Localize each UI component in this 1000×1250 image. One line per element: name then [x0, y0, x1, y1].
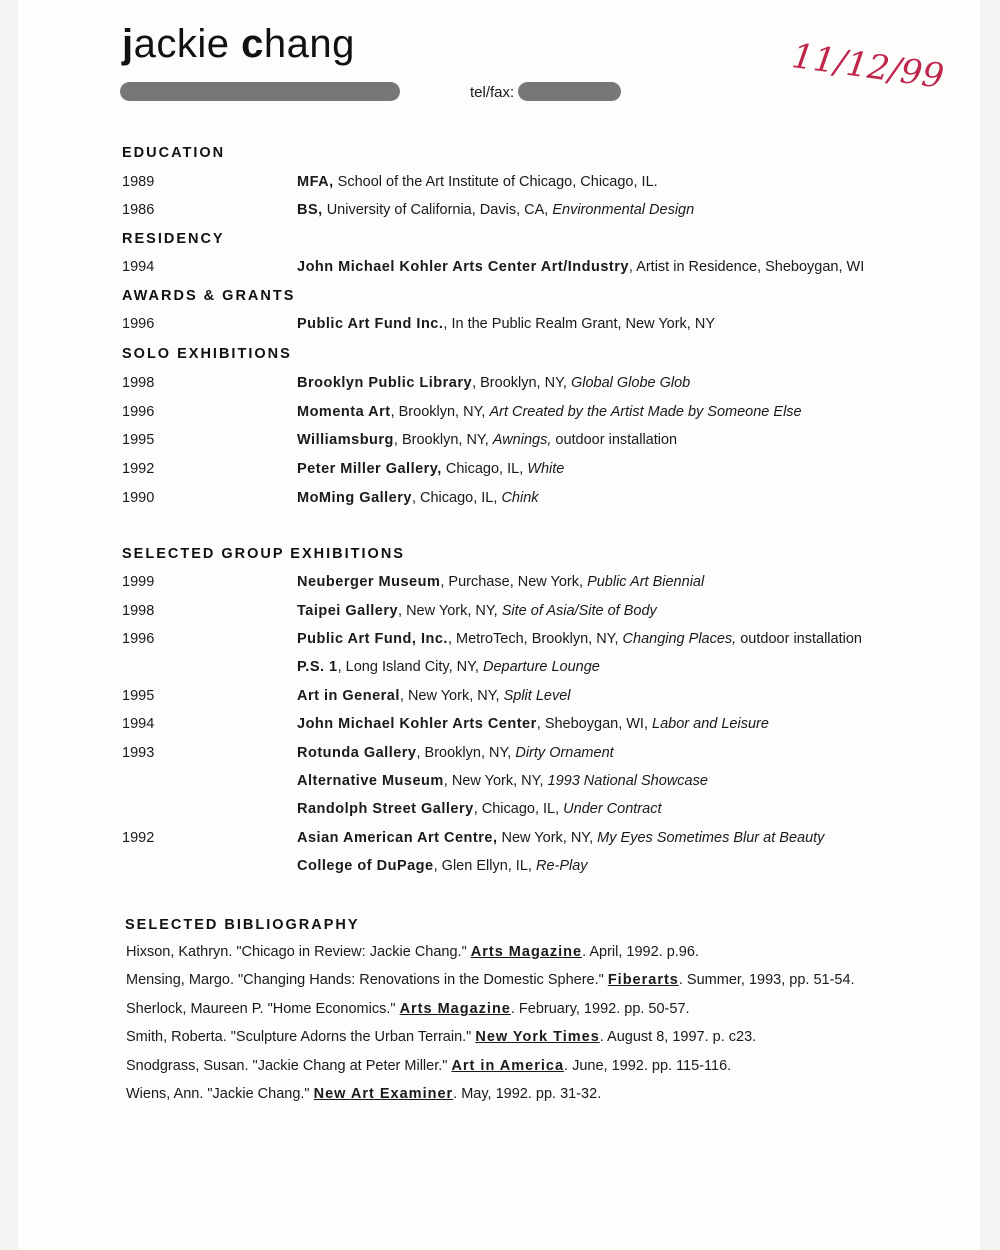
entry-venue: Brooklyn Public Library [297, 375, 473, 391]
entry-details: University of California, Davis, CA, [322, 202, 553, 218]
entry-year: 1993 [122, 745, 155, 761]
entry-venue: P.S. 1 [297, 659, 338, 675]
bib-citation: . June, 1992. pp. 115-116. [564, 1058, 732, 1074]
section-title-solo: SOLO EXHIBITIONS [122, 346, 292, 362]
section-title-education: EDUCATION [122, 145, 226, 161]
entry-details: New York, NY, [497, 830, 598, 846]
entry-details: , Brooklyn, NY, [416, 745, 516, 761]
entry-venue: BS, [297, 202, 323, 218]
name-first-initial: j [122, 22, 134, 66]
bibliography-entry [126, 1029, 756, 1045]
entry-title: Chink [501, 490, 539, 506]
entry-year: 1992 [122, 830, 155, 846]
entry-year: 1996 [122, 631, 155, 647]
entry-venue: Taipei Gallery [297, 603, 399, 619]
bib-publication: New York Times [475, 1029, 600, 1045]
entry-text [297, 259, 864, 275]
entry-year: 1994 [122, 259, 155, 275]
entry-year: 1992 [122, 461, 155, 477]
entry-venue: Peter Miller Gallery, [297, 461, 442, 477]
entry-details: Chicago, IL, [441, 461, 528, 477]
section-title-group: SELECTED GROUP EXHIBITIONS [122, 546, 405, 562]
section-title-residency: RESIDENCY [122, 231, 225, 247]
entry-details: , Glen Ellyn, IL, [433, 858, 536, 874]
entry-venue: Momenta Art [297, 404, 391, 420]
bib-author-title: Snodgrass, Susan. "Jackie Chang at Peter Miller." [126, 1058, 452, 1074]
entry-details: , MetroTech, Brooklyn, NY, [447, 631, 623, 647]
entry-year: 1996 [122, 404, 155, 420]
entry-year: 1998 [122, 375, 155, 391]
name-last-rest: hang [263, 22, 355, 66]
entry-details: , Sheboygan, WI, [536, 716, 653, 732]
entry-text [297, 574, 704, 590]
entry-text [297, 659, 600, 675]
entry-year: 1999 [122, 574, 155, 590]
entry-venue: College of DuPage [297, 858, 434, 874]
entry-details: , Brooklyn, NY, [472, 375, 571, 391]
name-last-initial: c [241, 22, 264, 66]
entry-title: Global Globe Glob [570, 375, 691, 391]
entry-year: 1996 [122, 316, 155, 332]
bib-author-title: Smith, Roberta. "Sculpture Adorns the Urban Terrain." [126, 1029, 476, 1045]
entry-title: Art Created by the Artist Made by Someone Else [489, 404, 802, 420]
tel-fax-label: tel/fax: [470, 84, 515, 101]
entry-details: , Brooklyn, NY, [390, 404, 490, 420]
entry-details: , New York, NY, [443, 773, 548, 789]
entry-details: , New York, NY, [398, 603, 502, 619]
entry-title: 1993 National Showcase [547, 773, 708, 789]
section-title-awards: AWARDS & GRANTS [122, 288, 296, 304]
entry-year: 1986 [122, 202, 155, 218]
entry-details: , New York, NY, [399, 688, 504, 704]
entry-text [297, 801, 661, 817]
bib-citation: . April, 1992. p.96. [582, 944, 699, 960]
entry-text [297, 490, 539, 506]
entry-details: , Brooklyn, NY, [393, 432, 493, 448]
entry-details: , Chicago, IL, [411, 490, 502, 506]
entry-title: My Eyes Sometimes Blur at Beauty [597, 830, 825, 846]
entry-text [297, 773, 708, 789]
entry-text [297, 688, 571, 704]
entry-details: , Long Island City, NY, [337, 659, 483, 675]
name-first-rest: ackie [133, 22, 242, 66]
entry-title: Changing Places, [622, 631, 737, 647]
bib-author-title: Wiens, Ann. "Jackie Chang." [126, 1086, 314, 1102]
entry-text [297, 404, 802, 420]
entry-text [297, 375, 690, 391]
entry-text [297, 830, 824, 846]
entry-text [297, 603, 657, 619]
bib-citation: . August 8, 1997. p. c23. [599, 1029, 757, 1045]
bibliography-entry [126, 1058, 731, 1074]
entry-tail: outdoor installation [551, 432, 678, 448]
entry-title: Dirty Ornament [515, 745, 614, 761]
handwritten-date: 11/12/99 [789, 36, 947, 97]
entry-venue: MFA, [297, 174, 334, 190]
entry-title: Re-Play [535, 858, 588, 874]
entry-venue: Public Art Fund Inc. [297, 316, 444, 332]
entry-text [297, 858, 588, 874]
section-title-bibliography: SELECTED BIBLIOGRAPHY [125, 917, 360, 933]
entry-details: , In the Public Realm Grant, New York, NY [443, 316, 715, 332]
redacted-phone [518, 82, 621, 101]
entry-title: Environmental Design [552, 202, 695, 218]
bib-citation: . Summer, 1993, pp. 51-54. [678, 972, 855, 988]
entry-venue: Williamsburg [297, 432, 394, 448]
entry-title: Awnings, [492, 432, 552, 448]
entry-text [297, 316, 715, 332]
entry-venue: Asian American Art Centre, [297, 830, 498, 846]
entry-text [297, 432, 677, 448]
bibliography-entry [126, 1086, 601, 1102]
bib-author-title: Hixson, Kathryn. "Chicago in Review: Jackie Chang." [126, 944, 471, 960]
entry-year: 1995 [122, 432, 155, 448]
entry-details: , Chicago, IL, [473, 801, 564, 817]
entry-venue: John Michael Kohler Arts Center Art/Industry [297, 259, 629, 275]
entry-text [297, 745, 614, 761]
bib-publication: New Art Examiner [313, 1086, 454, 1102]
bib-author-title: Mensing, Margo. "Changing Hands: Renovations in the Domestic Sphere." [126, 972, 608, 988]
entry-year: 1998 [122, 603, 155, 619]
bib-publication: Arts Magazine [399, 1001, 511, 1017]
entry-title: White [527, 461, 565, 477]
entry-year: 1994 [122, 716, 155, 732]
entry-title: Split Level [503, 688, 571, 704]
entry-tail: outdoor installation [736, 631, 862, 647]
entry-venue: John Michael Kohler Arts Center [297, 716, 537, 732]
entry-venue: Randolph Street Gallery [297, 801, 474, 817]
entry-venue: MoMing Gallery [297, 490, 412, 506]
entry-venue: Alternative Museum [297, 773, 444, 789]
entry-text [297, 716, 769, 732]
entry-details: , Purchase, New York, [440, 574, 588, 590]
entry-details: , Artist in Residence, Sheboygan, WI [628, 259, 865, 275]
entry-text [297, 174, 658, 190]
entry-title: Public Art Biennial [587, 574, 705, 590]
entry-venue: Art in General [297, 688, 400, 704]
entry-text [297, 202, 694, 218]
bib-author-title: Sherlock, Maureen P. "Home Economics." [126, 1001, 400, 1017]
entry-year: 1989 [122, 174, 155, 190]
bib-citation: . May, 1992. pp. 31-32. [453, 1086, 602, 1102]
entry-title: Under Contract [563, 801, 662, 817]
entry-title: Labor and Leisure [652, 716, 769, 732]
entry-year: 1995 [122, 688, 155, 704]
entry-text [297, 461, 564, 477]
entry-venue: Public Art Fund, Inc. [297, 631, 448, 647]
entry-venue: Neuberger Museum [297, 574, 441, 590]
entry-text [297, 631, 862, 647]
entry-year: 1990 [122, 490, 155, 506]
bib-publication: Arts Magazine [470, 944, 583, 960]
entry-venue: Rotunda Gallery [297, 745, 417, 761]
bib-publication: Fiberarts [607, 972, 679, 988]
bib-publication: Art in America [451, 1058, 565, 1074]
bibliography-entry [126, 944, 699, 960]
bib-citation: . February, 1992. pp. 50-57. [510, 1001, 690, 1017]
bibliography-entry [126, 972, 855, 988]
entry-details: School of the Art Institute of Chicago, Chicago, IL. [333, 174, 658, 190]
redacted-address [120, 82, 400, 101]
entry-title: Departure Lounge [482, 659, 600, 675]
artist-name [122, 22, 355, 67]
entry-title: Site of Asia/Site of Body [501, 603, 657, 619]
bibliography-entry [126, 1001, 690, 1017]
